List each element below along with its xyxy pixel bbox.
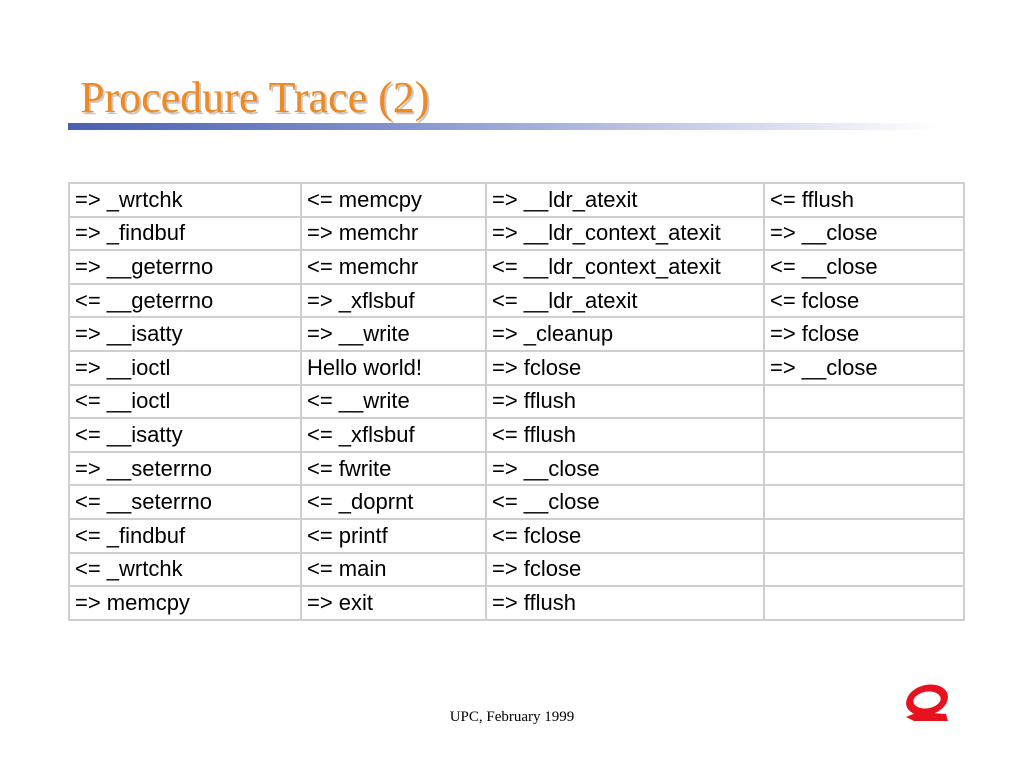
table-cell: => __seterrno — [69, 452, 301, 486]
table-cell: <= fwrite — [301, 452, 486, 486]
table-cell: => fclose — [486, 351, 764, 385]
table-cell: => __close — [764, 217, 964, 251]
table-cell — [764, 519, 964, 553]
table-cell: => __write — [301, 317, 486, 351]
table-cell: => exit — [301, 586, 486, 620]
table-cell: => __ldr_context_atexit — [486, 217, 764, 251]
table-cell: <= __ldr_atexit — [486, 284, 764, 318]
table-row — [69, 217, 964, 251]
table-cell: <= fclose — [486, 519, 764, 553]
table-cell: => fflush — [486, 385, 764, 419]
table-cell: => _xflsbuf — [301, 284, 486, 318]
trace-table-body — [69, 183, 964, 620]
table-row — [69, 586, 964, 620]
table-cell: <= _findbuf — [69, 519, 301, 553]
table-cell: <= _wrtchk — [69, 553, 301, 587]
table-cell: => __close — [486, 452, 764, 486]
table-cell: => __ldr_atexit — [486, 183, 764, 217]
table-cell: => memcpy — [69, 586, 301, 620]
table-cell: <= __ioctl — [69, 385, 301, 419]
title-underline — [68, 123, 938, 130]
table-cell: <= fflush — [764, 183, 964, 217]
table-cell: => __close — [764, 351, 964, 385]
table-cell: <= fflush — [486, 418, 764, 452]
table-cell: => _findbuf — [69, 217, 301, 251]
table-cell: <= __close — [764, 250, 964, 284]
table-row — [69, 519, 964, 553]
table-cell: => __isatty — [69, 317, 301, 351]
slide-footer: UPC, February 1999 — [449, 709, 575, 725]
table-cell — [764, 586, 964, 620]
table-row — [69, 385, 964, 419]
table-cell: => fclose — [486, 553, 764, 587]
trace-table — [68, 182, 965, 621]
table-cell — [764, 485, 964, 519]
table-cell — [764, 418, 964, 452]
table-cell: <= fclose — [764, 284, 964, 318]
table-cell: <= memcpy — [301, 183, 486, 217]
table-cell: <= memchr — [301, 250, 486, 284]
table-row — [69, 553, 964, 587]
table-cell: => __geterrno — [69, 250, 301, 284]
table-cell — [764, 385, 964, 419]
table-cell: <= __isatty — [69, 418, 301, 452]
table-cell: <= __write — [301, 385, 486, 419]
table-row — [69, 351, 964, 385]
table-cell: => _wrtchk — [69, 183, 301, 217]
table-row — [69, 284, 964, 318]
table-cell: => _cleanup — [486, 317, 764, 351]
table-row — [69, 183, 964, 217]
table-cell: <= _doprnt — [301, 485, 486, 519]
table-cell — [764, 452, 964, 486]
table-row — [69, 452, 964, 486]
table-cell: <= __close — [486, 485, 764, 519]
table-cell — [764, 553, 964, 587]
table-cell: => fflush — [486, 586, 764, 620]
slide-title: Procedure Trace (2) — [80, 73, 430, 122]
table-cell: <= __geterrno — [69, 284, 301, 318]
table-row — [69, 250, 964, 284]
table-cell: => fclose — [764, 317, 964, 351]
table-row — [69, 418, 964, 452]
q-logo-icon — [904, 684, 950, 724]
table-row — [69, 485, 964, 519]
table-cell: <= __ldr_context_atexit — [486, 250, 764, 284]
table-cell: <= printf — [301, 519, 486, 553]
table-row — [69, 317, 964, 351]
table-cell: => __ioctl — [69, 351, 301, 385]
table-cell: <= main — [301, 553, 486, 587]
table-cell: <= _xflsbuf — [301, 418, 486, 452]
table-cell: Hello world! — [301, 351, 486, 385]
table-cell: <= __seterrno — [69, 485, 301, 519]
table-cell: => memchr — [301, 217, 486, 251]
